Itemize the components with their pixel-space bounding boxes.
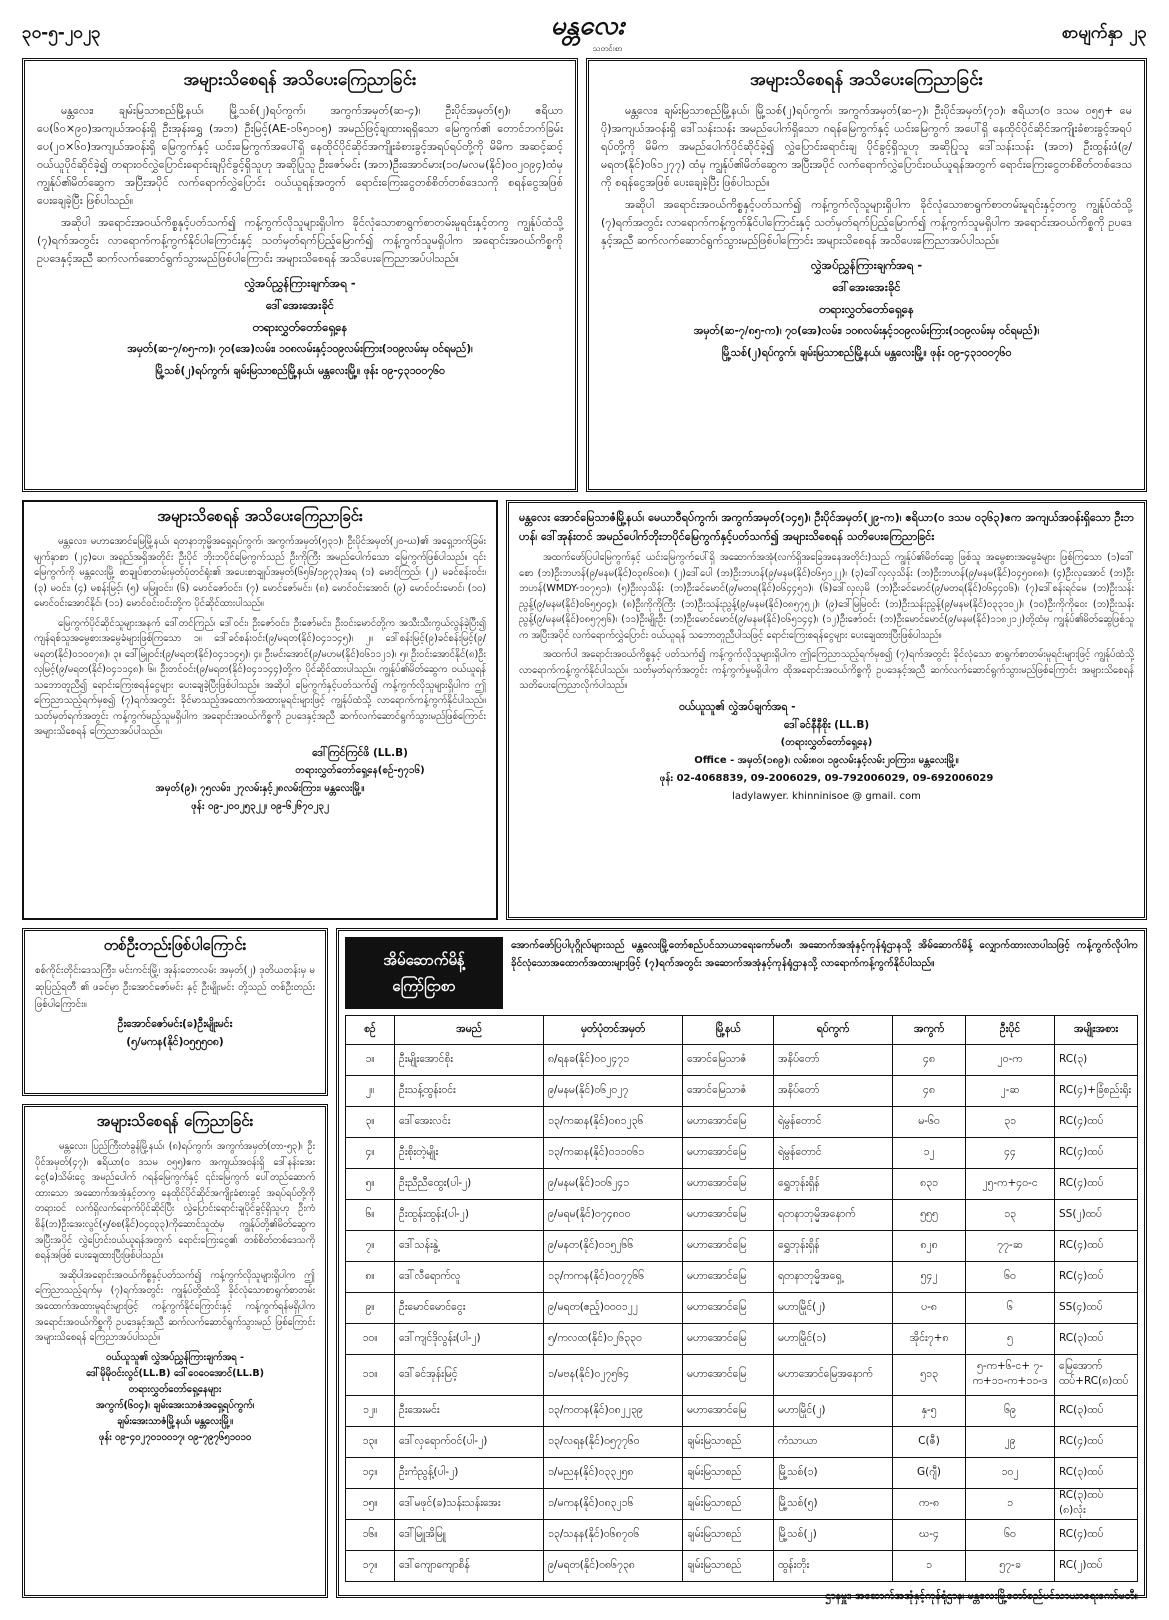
table-cell: ၅၄၂ — [893, 1262, 966, 1293]
table-cell: RC(၄)ထပ် — [1055, 1169, 1138, 1200]
table-cell: ၁၀။ — [346, 1324, 395, 1355]
table-cell: အနိပ်တော် — [774, 1045, 893, 1076]
housing-permit-notice — [336, 928, 1147, 1602]
table-cell: အောင်မြေသာဇံ — [683, 1045, 774, 1076]
table-cell: ၁၅။ — [346, 1489, 395, 1520]
table-cell: ၂၉ — [966, 1427, 1055, 1458]
table-cell: ၁၂ — [893, 1138, 966, 1169]
table-cell: ၁၀၂ — [966, 1458, 1055, 1489]
notice-title: တစ်ဦးတည်းဖြစ်ပါကြောင်း — [103, 936, 247, 954]
table-cell: မဟာအောင်မြေ — [683, 1231, 774, 1262]
notice-body — [601, 102, 1132, 250]
table-cell: ဦးစိုးတဲ့မျိုး — [395, 1138, 544, 1169]
table-cell: ၉/မနမ(နိုင်)၁၀၆၂၄၁ — [544, 1169, 683, 1200]
table-cell: ချမ်းမြသာစည် — [683, 1520, 774, 1551]
notice-title: အများသိစေရန် အသိပေးကြေညာခြင်း — [183, 70, 417, 90]
table-cell: G(ဂျီ) — [893, 1458, 966, 1489]
signature-address: အကွက်(၆၀၄)၊ ချမ်းအေးသာဇံအရှေ့ရပ်ကွက်၊ — [95, 1399, 255, 1411]
table-cell: RC(၄)ထပ် — [1055, 1138, 1138, 1169]
signature-phone: ဖုန်း ၀၉-၄၀၂၇၀၁၀၀၁၇၊ ၀၉-၇၉၇၆၅၁၀၁၀ — [98, 1431, 252, 1443]
table-cell: ၁/မညန(နိုင်)၀၃၃၂၅၈ — [544, 1458, 683, 1489]
masthead-title: မန္တလေး — [550, 11, 625, 41]
table-cell: ၂။ — [346, 1076, 395, 1107]
table-cell: ၁/မဗန(နိုင်)၀၂၇၅၆၄ — [544, 1355, 683, 1396]
table-cell: မြို့သစ်(၁) — [774, 1458, 893, 1489]
table-cell: ၁၃/ကတန(နိုင်)၀၈၂၂၃၉ — [544, 1396, 683, 1427]
badge-line: အိမ်ဆောက်မိန့် — [383, 951, 465, 969]
table-cell: ၉/မနမ(နိုင်)၀၆၂၀၂၇ — [544, 1076, 683, 1107]
table-cell: RC(၂)ထပ် — [1055, 1551, 1138, 1582]
table-cell: ရတနာဘုမ္မိအနောက် — [774, 1200, 893, 1231]
table-cell: ဒေါ်ခင်အုန်းမြင့် — [395, 1355, 544, 1396]
notice-title: အများသိစေရန် အသိပေးကြေညာခြင်း — [750, 70, 983, 90]
signature-role: တရားလွှတ်တော်ရှေ့နေ — [819, 302, 914, 316]
masthead-subtitle: သတင်းစာ — [592, 44, 623, 53]
table-cell: ချမ်းမြသာစည် — [683, 1489, 774, 1520]
signature-role: (တရားလွှတ်တော်ရှေ့နေ) — [780, 736, 873, 748]
col-header: အမည် — [395, 1016, 544, 1045]
notice-body: စစ်ကိုင်းတိုင်းဒေသကြီး၊ မင်းကင်းမြို့၊ အုန်းတောလမ်း အမှတ်(၂) ဒုတိယတန်းမှ မဆုပြည့်ရတီ ၏ ဖခင်မှာ ဦးအောင်ဇော်မင်း နှင့် ဦးမျိုးမင်း တို့သည် တစ်ဦးတည်း ဖြစ်ပါကြောင်း။ — [35, 965, 315, 1010]
notice-paragraph: မန္တလေး၊ ချမ်းမြသာစည်မြို့နယ်၊ မြို့သစ်(၂)ရပ်ကွက်၊ အကွက်အမှတ်(ဆ-၇)၊ ဦးပိုင်အမှတ်(၇၁)၊ ဧရိယာ(၀ ဒသမ ၀၅၅+ မေပို)အကျယ်အဝန်းရှိ ဒေါ်သန်းသန်း အမည်ပေါက်ရှိသော ဂရန်မြေကွက်နှင့် ယင်းမြေကွက် အပေါ်ရှိ နေထိုင်ပိုင်ဆိုင်အကျိုးခံစားခွင့်အရပ်ရပ်တို့ကို မိမိက အမည်ပေါက်ပိုင်ဆိုင်ခဲ့၍ လွှဲပြောင်းရောင်းချ ပိုင်ခွင့်ရှိသူဟု အဆိုပြုသူ ဒေါ်သန်းသန်း (အဘ) ဦးထွန်းဖံ(၉/မရတ(နိုင်)၀၆၁၂၇၇) ထံမှ ကျွန်ုပ်၏မိတ်ဆွေက အပြီးအပိုင် လက်ရောက်လွှဲပြောင်းဝယ်ယူရန်အတွက် ရောင်းကြေးငွေတစ်စိတ်တစ်ဒေသကို စရန်ငွေအဖြစ် ပေးချေခဲ့ပြီး ဖြစ်ပါသည်။ — [601, 104, 1132, 189]
table-cell: ၅/ကလထ(နိုင်)၀၂၆၃၃၀ — [544, 1324, 683, 1355]
table-cell: ၁၃ — [966, 1200, 1055, 1231]
table-cell: အောင်မြေသာဇံ — [683, 1076, 774, 1107]
signature-role: တရားလွှတ်တော်ရှေ့နေများ — [128, 1383, 222, 1395]
signature-role: တရားလွှတ်တော်ရှေ့နေ — [252, 320, 348, 334]
table-cell: ၄၄ — [966, 1138, 1055, 1169]
col-header: မှတ်ပုံတင်အမှတ် — [544, 1016, 683, 1045]
table-cell: ၈။ — [346, 1262, 395, 1293]
notice-same-person — [22, 928, 328, 1096]
table-cell: ၁ — [893, 1551, 966, 1582]
table-cell: ၃၁ — [966, 1107, 1055, 1138]
notice-paragraph: မြေကွက်ပိုင်ဆိုင်သူများအနက် ဒေါ်တင်ကြည်၊ ဒေါ်ဝင်း၊ ဦးဇော်ဝင်း၊ ဦးဇော်မင်း၊ ဦးဝင်းမောင်တို့က အသီးသီးကွယ်လွန်ခဲ့ပြီး၍ ကျန်ရစ်သူအမွေစားအမွေခံများဖြစ်ကြသော ၁။ ဒေါ်ခင်စန်းဝင်း(၉/မရတ(နိုင်)၀၄၁၁၄၅)၊ ၂။ ဒေါ်စန်းမြင့်(၉)ခင်စန်းမြင့်(၉/မရတ(နိုင်)၀၁၀၀၇၈)၊ ၃။ ဒေါ်မြူဝင်း(၉/မရတ(နိုင်)၀၄၁၁၄၅)၊ ၄။ ဦးမင်းအောင်(၉/မဟမ(နိုင်)၀၆၁၁၂၁)၊ ၅။ ဦးဝင်းအောင်နိုင်(၈)ဦးလှမြင့်(၉/မရတ(နိုင်)၀၄၁၁၄၈)၊ ၆။ ဦးတင်ဝင်း(၉/မရတ(နိုင်)၀၄၁၁၄၄)တို့က ပိုင်ဆိုင်ထားပါသည်။ ကျွန်ုပ်၏မိတ်ဆွေက ဝယ်ယူရန်သဘောတူညီ၍ ရောင်းကြေးစရန်ငွေများ ပေးချေခဲ့ပြီးဖြစ်ပါသည်။ အဆိုပါ မြေကွက်နှင့်ပတ်သက်၍ ကန့်ကွက်လိုသူများရှိပါက ဤကြေညာသည့်ရက်မှစ၍ (၇)ရက်အတွင်း ခိုင်မာသည့်အထောက်အထားမူရင်းများဖြင့် ကျွန်ုပ်ထံသို့ လာရောက်ကန့်ကွက်နိုင်ပါသည်။ သတ်မှတ်ရက်အတွင်း ကန့်ကွက်မည့်သူမရှိပါက အရောင်းအဝယ်ကိစ္စကို ဥပဒေနှင့်အညီ ဆက်လက်ဆောင်ရွက်သွားမည်ဖြစ်ကြောင်း အများသိစေရန် ကြေညာအပ်ပါသည်။ — [34, 617, 486, 737]
housing-badge — [345, 937, 503, 1009]
table-row — [346, 1396, 1138, 1427]
notice-paragraph: အဆိုပါ အရောင်းအဝယ်ကိစ္စနှင့်ပတ်သက်၍ ကန့်ကွက်လိုသူများရှိပါက ခိုင်လုံသောစာရွက်စာတမ်းမူရင်းနှင့်တကွ ကျွန်ုပ်ထံသို့ (၇)ရက်အတွင်း လာရောက်ကန့်ကွက်နိုင်ပါကြောင်းနှင့် သတ်မှတ်ရက်ပြည့်မြောက်၍ ကန့်ကွက်သူမရှိပါက အရောင်းအဝယ်ကိစ္စကို ဥပဒေနှင့်အညီ ဆက်လက်ဆောင်ရွက်သွားမည်ဖြစ်ပါကြောင်း အများသိစေရန် အသိပေးကြေညာအပ်ပါသည်။ — [601, 198, 1132, 247]
table-cell: ၂-ဆ — [966, 1076, 1055, 1107]
table-row — [346, 1231, 1138, 1262]
table-cell: က-၈ — [893, 1489, 966, 1520]
signature-address: မြို့သစ်(၂)ရပ်ကွက်၊ ချမ်းမြသာစည်မြို့နယ်၊ မန္တလေးမြို့။ ဖုန်း ၀၉-၄၃၁၀၀၇၆၀ — [155, 365, 445, 377]
table-cell: မဟာအောင်မြေအနောက် — [774, 1355, 893, 1396]
signature-name: ဒေါ်ခင်နီနီစိုး (LL.B) — [783, 718, 870, 731]
table-cell: ဒေါ်လှရောက်ဝင်(ပါ-၂) — [395, 1427, 544, 1458]
signature-address: အမှတ်(ဆ-၇/၈၅-က)၊ ၇၀(အေ)လမ်း၊ ၁၀၈လမ်းနှင့်၁၀၉လမ်းကြား(၁၀၉လမ်းမှ ဝင်ရမည်)၊ — [127, 343, 473, 355]
table-cell: ၃။ — [346, 1107, 395, 1138]
table-row — [346, 1169, 1138, 1200]
table-cell: ချမ်းမြသာစည် — [683, 1427, 774, 1458]
notice-mid-right — [506, 500, 1147, 920]
table-row — [346, 1045, 1138, 1076]
table-cell: ၉/မရမ(နိုင်)၀၇၄၈၀၀ — [544, 1200, 683, 1231]
table-header-row — [346, 1016, 1138, 1045]
signature-names: ဒေါ်မိုမိုဝင်းလွင်(LL.B) ဒေါ်ဝေဝေအောင်(LL.B) — [85, 1367, 265, 1379]
notice-title: အများသိစေရန် ကြေညာခြင်း — [96, 1112, 254, 1130]
table-cell: ၇။ — [346, 1231, 395, 1262]
signature-title: လွှဲအပ်ညွှန်ကြားချက်အရ - — [810, 258, 923, 272]
table-cell: မဟာမြိုင်(၁) — [774, 1324, 893, 1355]
table-cell: ဦးအေးမင်း — [395, 1396, 544, 1427]
table-cell: ဃ-၄ — [893, 1520, 966, 1551]
table-cell: RC(၃)ထပ် — [1055, 1458, 1138, 1489]
table-cell: ၅၅၅ — [893, 1200, 966, 1231]
table-row — [346, 1489, 1138, 1520]
page-date: ၃၀-၅-၂၀၂၃ — [22, 23, 101, 43]
notice-paragraph: အဆိုပါ အရောင်းအဝယ်ကိစ္စနှင့်ပတ်သက်၍ ကန့်ကွက်လိုသူများရှိပါက ခိုင်လုံသောစာရွက်စာတမ်းမူရင်းနှင့်တကွ ကျွန်ုပ်ထံသို့ (၇)ရက်အတွင်း လာရောက်ကန့်ကွက်နိုင်ပါကြောင်းနှင့် သတ်မှတ်ရက်ပြည့်မြောက်၍ ကန့်ကွက်သူမရှိပါက အရောင်းအဝယ်ကိစ္စကို ဥပဒေနှင့်အညီ ဆက်လက်ဆောင်ရွက်သွားမည်ဖြစ်ပါကြောင်း အများသိစေရန် အသိပေးကြေညာအပ်ပါသည်။ — [37, 216, 563, 265]
table-row — [346, 1107, 1138, 1138]
signature-role: တရားလွှတ်တော်ရှေ့နေ(စဉ်-၅၇၁၆) — [295, 764, 425, 776]
table-cell: RC(၃)ထပ် (၈)လုံး — [1055, 1489, 1138, 1520]
table-cell: RC(၄)+ခြံစည်းရိုး — [1055, 1076, 1138, 1107]
table-cell: ၁/မကန(နိုင်)၀၈၃၂၁၆ — [544, 1489, 683, 1520]
col-header: ဦးပိုင် — [966, 1016, 1055, 1045]
table-cell: မဟာအောင်မြေ — [683, 1355, 774, 1396]
table-cell: ဒေါ်လီရောက်လူ — [395, 1262, 544, 1293]
table-cell: ၈/ရနခ(နိုင်)၀၀၂၄၇၁ — [544, 1045, 683, 1076]
notice-body — [35, 1139, 315, 1346]
table-cell: RC(၄)ထပ် — [1055, 1427, 1138, 1458]
table-row — [346, 1138, 1138, 1169]
table-cell: အနိပ်တော် — [774, 1076, 893, 1107]
masthead-logo — [520, 8, 655, 53]
table-row — [346, 1551, 1138, 1582]
table-cell: ဦးကံညွန့်(ပါ-၂) — [395, 1458, 544, 1489]
signature-title: ဝယ်ယူသူ၏ လွှဲအပ်ချက်အရ - — [679, 700, 796, 713]
table-cell: ရွှေဘုန်းရှိန် — [774, 1169, 893, 1200]
table-cell: ဦးသန့်ထွန်းဝင်း — [395, 1076, 544, 1107]
table-cell: ဦးမျိုးအောင်စိုး — [395, 1045, 544, 1076]
notice-body — [37, 102, 563, 268]
table-cell: ၁၁။ — [346, 1355, 395, 1396]
table-cell: ၁၃/ကကန(နိုင်)၀၀၇၇၆၆ — [544, 1262, 683, 1293]
notice-paragraph: မန္တလေး၊ ချမ်းမြသာစည်မြို့နယ်၊ မြို့သစ်(၂)ရပ်ကွက်၊ အကွက်အမှတ်(ဆ-၄)၊ ဦးပိုင်အမှတ်(၅)၊ ဧရိယာ ပေ(၆၀×၉၀)အကျယ်အဝန်းရှိ ဦးအုန်းရွှေ (အဘ) ဦးမြင့်(AE-၁၆၅၁၀၅) အမည်ဖြင့်ချထားရရှိသော မြေကွက်၏ တောင်ဘက်ခြမ်း ပေ(၂၀×၆၀)အကျယ်အဝန်းရှိ မြေကွက်နှင့် ယင်းမြေကွက်အပေါ်ရှိ နေထိုင်ပိုင်ဆိုင်အကျိုးခံစားခွင့်အရပ်ရပ်တို့ကို မိမိက အဆင့်ဆင့်ဝယ်ယူပိုင်ဆိုင်ခဲ့၍ တရားဝင်လွှဲပြောင်းရောင်းချပိုင်ခွင့်ရှိသူဟု အဆိုပြုသူ ဦးဇော်မင်း (အဘ)ဦးအောင်မား(၁၀/မလမ(နိုင်)၀၀၂၀၉၄)ထံမှ ကျွန်ုပ်၏မိတ်ဆွေက အပြီးအပိုင် လက်ရောက်လွှဲပြောင်း ဝယ်ယူရန်အတွက် ရောင်းကြေးငွေတစ်စိတ်တစ်ဒေသကို စရန်ငွေအဖြစ် ပေးချေခဲ့ပြီး ဖြစ်ပါသည်။ — [37, 104, 563, 207]
table-cell: ၅၇-ခ — [966, 1551, 1055, 1582]
col-header: စဉ် — [346, 1016, 395, 1045]
col-header: အကွက် — [893, 1016, 966, 1045]
table-cell: ချမ်းမြသာစည် — [683, 1458, 774, 1489]
notice-bottom-left — [22, 1104, 328, 1598]
notice-title: မန္တလေး အောင်မြေသာဇံမြို့နယ်၊ မေယာဝီရပ်ကွက်၊ အကွက်အမှတ်(၁၄၅)၊ ဦးပိုင်အမှတ်(၂၉-က)၊ ဧရိယာ(၀ ဒသမ ၀၃၆၃)ဧက အကျယ်အဝန်းရှိသော ဦးဘဟန်၊ ဒေါ်အုန်းတင် အမည်ပေါက်ဘိုးဘပိုင်မြေကွက်နှင့်ပတ်သက်၍ အများသိစေရန် သတိပေးကြေညာခြင်း — [519, 511, 1134, 543]
notice-paragraph: အထက်ပါ အရောင်းအဝယ်ကိစ္စနှင့် ပတ်သက်၍ ကန့်ကွက်လိုသူများရှိပါက ဤကြေညာသည့်ရက်မှစ၍ (၇)ရက်အတွင်း ခိုင်လုံသော စာရွက်စာတမ်းမူရင်းများဖြင့် ကျွန်ုပ်ထံသို့ လာရောက်ကန့်ကွက်နိုင်ပါသည်။ သတ်မှတ်ရက်အတွင်း ကန့်ကွက်မှုမရှိပါက ထိုအရောင်းအဝယ်ကိစ္စကို ဥပဒေနှင့်အညီ ဆက်လက်ဆောင်ရွက်သွားမည်ဖြစ်ကြောင်း အများသိစေရန် သတိပေးကြေညာလိုက်ပါသည်။ — [519, 649, 1134, 691]
col-header: အမျိုးအစား — [1055, 1016, 1138, 1045]
signature-phone: ဖုန်း ၀၉-၂၀၀၂၅၃၂၂၊ ၀၉-၆၂၆၇၀၂၃၂ — [191, 800, 329, 812]
badge-line: ကြော်ငြာစာ — [392, 977, 456, 995]
table-cell: ၆၀ — [966, 1520, 1055, 1551]
table-cell: ဒေါ်ကျောကျောစိန် — [395, 1551, 544, 1582]
signature-address: အမှတ်(ဆ-၇/၈၅-က)၊ ၇၀(အေ)လမ်း၊ ၁၀၈လမ်းနှင့်၁၀၉လမ်းကြား(၁၀၉လမ်းမှ ဝင်ရမည်)၊ — [693, 325, 1040, 337]
table-cell: RC(၄)ထပ် — [1055, 1231, 1138, 1262]
col-header: မြို့နယ် — [683, 1016, 774, 1045]
housing-header — [345, 937, 1138, 1009]
table-cell: ၁၄။ — [346, 1458, 395, 1489]
table-cell: ၄၈ — [893, 1045, 966, 1076]
table-cell: ရွှေဘုန်းရှိန် — [774, 1231, 893, 1262]
table-cell: ဒေါ်အေးလင်း — [395, 1107, 544, 1138]
table-cell: မဟာအောင်မြေ — [683, 1396, 774, 1427]
table-cell: SS(၂)ထပ် — [1055, 1200, 1138, 1231]
table-cell: ၂၀-က — [966, 1045, 1055, 1076]
table-cell: မြေအောက်ထပ်+RC(၈)ထပ် — [1055, 1355, 1138, 1396]
table-row — [346, 1262, 1138, 1293]
table-cell: ၉/မရတ(ဧည့်)၀၀၀၁၂၂ — [544, 1293, 683, 1324]
notice-mid-left — [22, 500, 498, 920]
housing-footer: ဌာနမှူး၊ အဆောက်အအုံနှင့်ကုန်ရုံဌာန၊ မန္တလေးမြို့တော်စည်ပင်သာယာရေးကော်မတီ။ — [825, 1590, 1138, 1602]
table-cell: ၁၃/သနန(နိုင်)၀၆၈၇၀၆ — [544, 1520, 683, 1551]
table-cell: RC(၃)ထပ် — [1055, 1396, 1138, 1427]
table-cell: နှ-၅ — [893, 1396, 966, 1427]
table-cell: ၄၈ — [893, 1076, 966, 1107]
table-cell: ၉။ — [346, 1293, 395, 1324]
table-cell: မဟာအောင်မြေ — [683, 1138, 774, 1169]
notice-top-left — [22, 58, 578, 492]
table-row — [346, 1200, 1138, 1231]
table-cell: ဒေါ်သန်းနွဲ့ — [395, 1231, 544, 1262]
notice-paragraph: မန္တလေး၊ ပြည်ကြီးတံခွန်မြို့နယ်၊ (၈)ရပ်ကွက်၊ အကွက်အမှတ်(တာ-၅၃)၊ ဦးပိုင်အမှတ်(၄၇)၊ ဧရိယာ(၀ ဒသမ ၀၅၅)ဧက အကျယ်အဝန်းရှိ ဒေါ်နန်းအေးငွေ(ခ)သိမ်းငွေ အမည်ပေါက် ဂရန်မြေကွက်နှင့် ၎င်းမြေကွက် ပေါ်တည်ဆောက်ထားသော အဆောက်အအုံနှင့်တကွ နေထိုင်ပိုင်ဆိုင်အကျိုးခံစားခွင့် အရပ်ရပ်တို့ကို တရားဝင် လက်ရှိလက်ရောက်ပိုင်ဆိုင်ပြီး လွှဲပြောင်းရောင်းချပိုင်ခွင့်ရှိသူဟု ဦးကံစိန်(ဘ)ဦးအေးလွင်(၅/စစ(နိုင်)၀၄၀၃၃)ကိုဆောင်သူထံမှ ကျွန်ုပ်တို့၏မိတ်ဆွေက အပြီးအပိုင် လွှဲပြောင်းဝယ်ယူရန်အတွက် ရောင်းကြေးငွေ၏ တစ်စိတ်တစ်ဒေသကို စရန်အဖြစ် ပေးချေထားပြီးဖြစ်ပါသည်။ — [35, 1141, 315, 1262]
table-cell: မြို့သစ်(၅) — [774, 1489, 893, 1520]
table-cell: ၈၃၁ — [893, 1169, 966, 1200]
notice-paragraph: အထက်ဖော်ပြပါမြေကွက်နှင့် ယင်းမြေကွက်ပေါ်ရှိ အဆောက်အအုံ(လက်ရှိအခြေအနေအတိုင်း)သည် ကျွန်ုပ်၏မိတ်ဆွေ ဖြစ်သူ အမွေစားအမွေခံများ ဖြစ်ကြသော (၁)ဒေါ်စော (ဘ)ဦးဘဟန်(၉/မနမ(နိုင်)၀၃၈၆၀၈)၊ (၂)ဒေါ်ပေါ (ဘ)ဦးဘဟန်(၉/မနမ(နိုင်)၀၆၅၁၂၂)၊ (၃)ဒေါ်လှလှသိန်း (ဘ)ဦးဘဟန်(၉/မနမ(နိုင်)၀၄၅၀၈၈)၊ (၄)ဦးလှအောင် (ဘ)ဦးဘဟန်(WMDY-၁၀၇၅၁)၊ (၅)ဦးလှသိန်း (ဘ)ဦးခင်မောင်(၉/မတရ(နိုင်)၀၆၄၄၅၁)၊ (၆)ဒေါ်လှလှမိ (ဘ)ဦးခင်မောင်(၉/မတရ(နိုင်)၀၆၄၄၀၆)၊ (၇)ဒေါ်စန်းရင်မေ (ဘ)ဦးသန်းညွန့်(၉/မနမ(နိုင်)၀၆၅၅၀၄)၊ (၈)ဦးကိုကိုကြီး (ဘ)ဦးသန်းညွန့်(၉/မနမ(နိုင်)၀၈၅၇၅၂)၊ (၉)ဒေါ်မြမြဝင်း (ဘ)ဦးသန်းညွန့်(၉/မနမ(နိုင်)၀၃၃၁၀၂)၊ (၁၀)ဦးကိုကိုဝေး (ဘ)ဦးသန်းညွန့်(၉/မနမ(နိုင်)၀၈၅၇၅၆)၊ (၁၁)ဦးမျိုးဦး (ဘ)ဦးမောင်မောင်(၉/မနမ(နိုင်)၀၆၅၁၄၄)၊ (၁၂)ဦးဇော်ဝင်း (ဘ)ဦးမောင်မောင်(၉/မနမ(နိုင်)၁၁၈၂၁၂)တို့ထံမှ ကျွန်ုပ်၏မိတ်ဆွေဖြစ်သူက အပြီးအပိုင် လက်ရောက်လွှဲပြောင်း ဝယ်ယူရန် သဘောတူညီပါသဖြင့် ရောင်းကြေးစရန်ငွေများ ပေးချေထားပြီးဖြစ်ပါသည်။ — [519, 552, 1134, 641]
table-cell: ၅၁၃ — [893, 1355, 966, 1396]
signature-address: မြို့သစ်(၂)ရပ်ကွက်၊ ချမ်းမြသာစည်မြို့နယ်၊ မန္တလေးမြို့။ ဖုန်း ၀၉-၄၃၁၀၀၇၆၀ — [721, 347, 1012, 359]
table-cell: မဟာအောင်မြေ — [683, 1324, 774, 1355]
table-row — [346, 1293, 1138, 1324]
table-row — [346, 1076, 1138, 1107]
table-cell: မဟာအောင်မြေ — [683, 1169, 774, 1200]
table-cell: ရတနာဘုမ္မိအရှေ့ — [774, 1262, 893, 1293]
signature-email: ladylawyer. khinninisoe @ gmail. com — [732, 790, 921, 802]
table-cell: မ-၆၀ — [893, 1107, 966, 1138]
signature-name: ဦးအောင်ဇော်မင်း(ခ)ဦးမျိုးမင်း — [117, 1018, 233, 1030]
table-cell: C(ဇီ) — [893, 1427, 966, 1458]
table-cell: ထွန်းတိုး — [774, 1551, 893, 1582]
table-row — [346, 1458, 1138, 1489]
table-cell: ၆ — [966, 1293, 1055, 1324]
table-cell: ၉/မရတ(နိုင်)၀၈၆၇၃၈ — [544, 1551, 683, 1582]
table-cell: ၆။ — [346, 1200, 395, 1231]
table-cell: ဒေါ်မြူအိမြူ — [395, 1520, 544, 1551]
table-cell: ၄။ — [346, 1138, 395, 1169]
table-cell: ပ-၈ — [893, 1293, 966, 1324]
table-cell: ၅ — [966, 1324, 1055, 1355]
table-cell: RC(၄)ထပ် — [1055, 1262, 1138, 1293]
signature-title: ဝယ်ယူသူ၏ လွှဲအပ်ညွှန်ကြားချက်အရ - — [105, 1351, 244, 1363]
table-cell: ၂၅-က+၄၀-င — [966, 1169, 1055, 1200]
table-cell: ၁၃/ကဆန(နိုင်)၀၈၁၂၃၆ — [544, 1107, 683, 1138]
table-cell: ချမ်းမြသာစည် — [683, 1551, 774, 1582]
table-cell: ဦးညီညီထွေး(ပါ-၂) — [395, 1169, 544, 1200]
table-cell: ၆၉ — [966, 1396, 1055, 1427]
notice-paragraph: မန္တလေး၊ မဟာအောင်မြေမြို့နယ်၊ ရတနာဘုမ္မိအရှေ့ရပ်ကွက်၊ အကွက်အမှတ်(၅၃၁)၊ ဦးပိုင်အမှတ်(၂၀-ဃ)၏ အရှေ့ဘက်ခြမ်း မျက်နှာစာ (၂၄)ပေ၊ အရှည်အရှိအတိုင်း ဦးပိုင် ဘိုးဘပိုင်မြေကွက်သည် ဦးကိုကြီး အမည်ပေါက်သော မြေကွက်ဖြစ်ပါသည်။ ၎င်းမြေကွက်ကို မန္တလေးမြို့ စာချုပ်စာတမ်းမှတ်ပုံတင်ရုံး၏ အပေးစာချုပ်အမှတ်(၆၅၆/၁၉၇၃)အရ (၁) မောင်ကြည်၊ (၂) မခင်စန်းဝင်း၊ (၃) မဝင်း၊ (၄) မစန်းမြင့်၊ (၅) မမြူဝင်း၊ (၆) မောင်ဇော်ဝင်း၊ (၇) မောင်ဇော်မင်း၊ (၈) မောင်ဝင်းအောင်၊ (၉) မောင်ဝင်းမောင်၊ (၁၀) မောင်ဝင်းအောင်နိုင်၊ (၁၁) မောင်ဝင်းဝင်းတို့က ပိုင်ဆိုင်ထားပါသည်။ — [34, 536, 486, 609]
housing-intro: အောက်ဖော်ပြပါပုဂ္ဂိုလ်များသည် မန္တလေးမြို့တော်စည်ပင်သာယာရေးကော်မတီ၊ အဆောက်အအုံနှင့်ကုန်ရုံဌာနသို့ အိမ်ဆောက်မိန့် လျှောက်ထားလာပါသဖြင့် ကန့်ကွက်လိုပါက ခိုင်လုံသောအထောက်အထားများဖြင့် (၇)ရက်အတွင်း အဆောက်အအုံနှင့်ကုန်ရုံဌာနသို့ လာရောက်ကန့်ကွက်နိုင်ပါသည်။ — [511, 940, 1138, 969]
table-cell: ၆၀ — [966, 1262, 1055, 1293]
table-cell: SS(၄)ထပ် — [1055, 1293, 1138, 1324]
table-row — [346, 1324, 1138, 1355]
table-cell: ၁ — [966, 1489, 1055, 1520]
table-cell: RC(၄)ထပ် — [1055, 1107, 1138, 1138]
table-row — [346, 1520, 1138, 1551]
signature-name: ဒေါ်အေးအေးခိုင် — [265, 298, 335, 312]
table-cell: မဟာအောင်မြေ — [683, 1293, 774, 1324]
table-cell: ၈၂၈ — [893, 1231, 966, 1262]
notice-title: အများသိစေရန် အသိပေးကြေညာခြင်း — [157, 507, 363, 525]
notice-body — [519, 550, 1134, 694]
table-cell: ၅။ — [346, 1169, 395, 1200]
notice-paragraph: အဆိုပါအရောင်းအဝယ်ကိစ္စနှင့်ပတ်သက်၍ ကန့်ကွက်လိုသူများရှိပါက ဤကြေညာသည့်ရက်မှ (၇)ရက်အတွင်း ကျွန်ုပ်တို့ထံသို့ ခိုင်လုံသောစာရွက်စာတမ်း အထောက်အထားမူရင်းများဖြင့် ကန့်ကွက်နိုင်ကြောင်းနှင့် ကန့်ကွက်ရန်မရှိပါက အရောင်းအဝယ်ကိစ္စကို ဥပဒေနှင့်အညီ ဆက်လက်ဆောင်ရွက်သွားမည် ဖြစ်ကြောင်း အများသိစေရန် ကြေညာအပ်ပါသည်။ — [35, 1269, 315, 1344]
signature-name: ဒေါ်အေးအေးခိုင် — [832, 280, 901, 294]
table-cell: အိုင်း၇+၈ — [893, 1324, 966, 1355]
table-cell: ၁၃/လရန(နိုင်)၀၅၇၇၆၀ — [544, 1427, 683, 1458]
signature-office: Office - အမှတ်(၁၈၉)၊ လမ်း၈၀၊ ၁၉လမ်းနှင့်လမ်း၂၀ကြား၊ မန္တလေးမြို့။ — [694, 754, 959, 766]
notice-top-right — [586, 58, 1147, 492]
table-cell: ၅-က+၆-င+ ၇-က+၁၁-က+၁၁-ဒ — [966, 1355, 1055, 1396]
table-cell: မဟာအောင်မြေ — [683, 1107, 774, 1138]
table-cell: ၉/မနတ(နိုင်)၀၁၅၂၆၆ — [544, 1231, 683, 1262]
housing-table — [345, 1015, 1138, 1582]
table-cell: ၁။ — [346, 1045, 395, 1076]
page-number: စာမျက်နှာ ၂၃ — [1061, 23, 1147, 43]
table-cell: ဒေါ်မဖုင်(ခ)သန်းသန်းအေး — [395, 1489, 544, 1520]
table-cell: မြို့သစ်(၂) — [774, 1520, 893, 1551]
table-cell: ဦးမောင်မောင်ငွေး — [395, 1293, 544, 1324]
table-cell: ဦးထွန်းထွန်း(ပါ-၂) — [395, 1200, 544, 1231]
notice-body — [34, 534, 486, 740]
table-cell: ၁၇။ — [346, 1551, 395, 1582]
table-cell: မဟာအောင်မြေ — [683, 1262, 774, 1293]
table-row — [346, 1427, 1138, 1458]
table-cell: မဟာအောင်မြေ — [683, 1200, 774, 1231]
table-cell: ၇၇-ဆ — [966, 1231, 1055, 1262]
signature-address: ချမ်းအေးသာဇံမြို့နယ်၊ မန္တလေးမြို့။ — [116, 1415, 234, 1427]
table-cell: ၁၃။ — [346, 1427, 395, 1458]
table-cell: ၁၆။ — [346, 1520, 395, 1551]
table-cell: မဟာမြိုင်(၂) — [774, 1396, 893, 1427]
signature-phone: ဖုန်း 02-4068839, 09-2006029, 09-792006029, 09-692006029 — [659, 772, 994, 784]
table-cell: RC(၃)ထပ် — [1055, 1324, 1138, 1355]
table-cell: RC(၃) — [1055, 1045, 1138, 1076]
table-cell: မဟာမြိုင်(၂) — [774, 1293, 893, 1324]
table-row — [346, 1355, 1138, 1396]
signature-name: ဒေါ်ကြင်ကြင်ဖိ (LL.B) — [312, 746, 408, 759]
table-cell: ရဲမွန်တောင် — [774, 1107, 893, 1138]
signature-nrc: (၅/မကန(နိုင်)၀၅၅၅၀၈) — [126, 1036, 224, 1048]
table-cell: ရဲမွန်တောင် — [774, 1138, 893, 1169]
signature-address: အမှတ်(၉)၊ ၇၅လမ်း၊ ၂၇လမ်းနှင့်၂၈လမ်းကြား၊ မန္တလေးမြို့။ — [155, 782, 365, 794]
table-cell: ၁၂။ — [346, 1396, 395, 1427]
table-cell: ကံသာယာ — [774, 1427, 893, 1458]
signature-title: လွှဲအပ်ညွှန်ကြားချက်အရ - — [244, 276, 356, 290]
table-cell: RC(၄)ထပ် — [1055, 1520, 1138, 1551]
col-header: ရပ်ကွက် — [774, 1016, 893, 1045]
table-cell: ဒေါ်ကျင်ဒိုလွန်း(ပါ-၂) — [395, 1324, 544, 1355]
table-cell: ၁၃/ကဆန(နိုင်)၀၁၁၀၆၁ — [544, 1138, 683, 1169]
